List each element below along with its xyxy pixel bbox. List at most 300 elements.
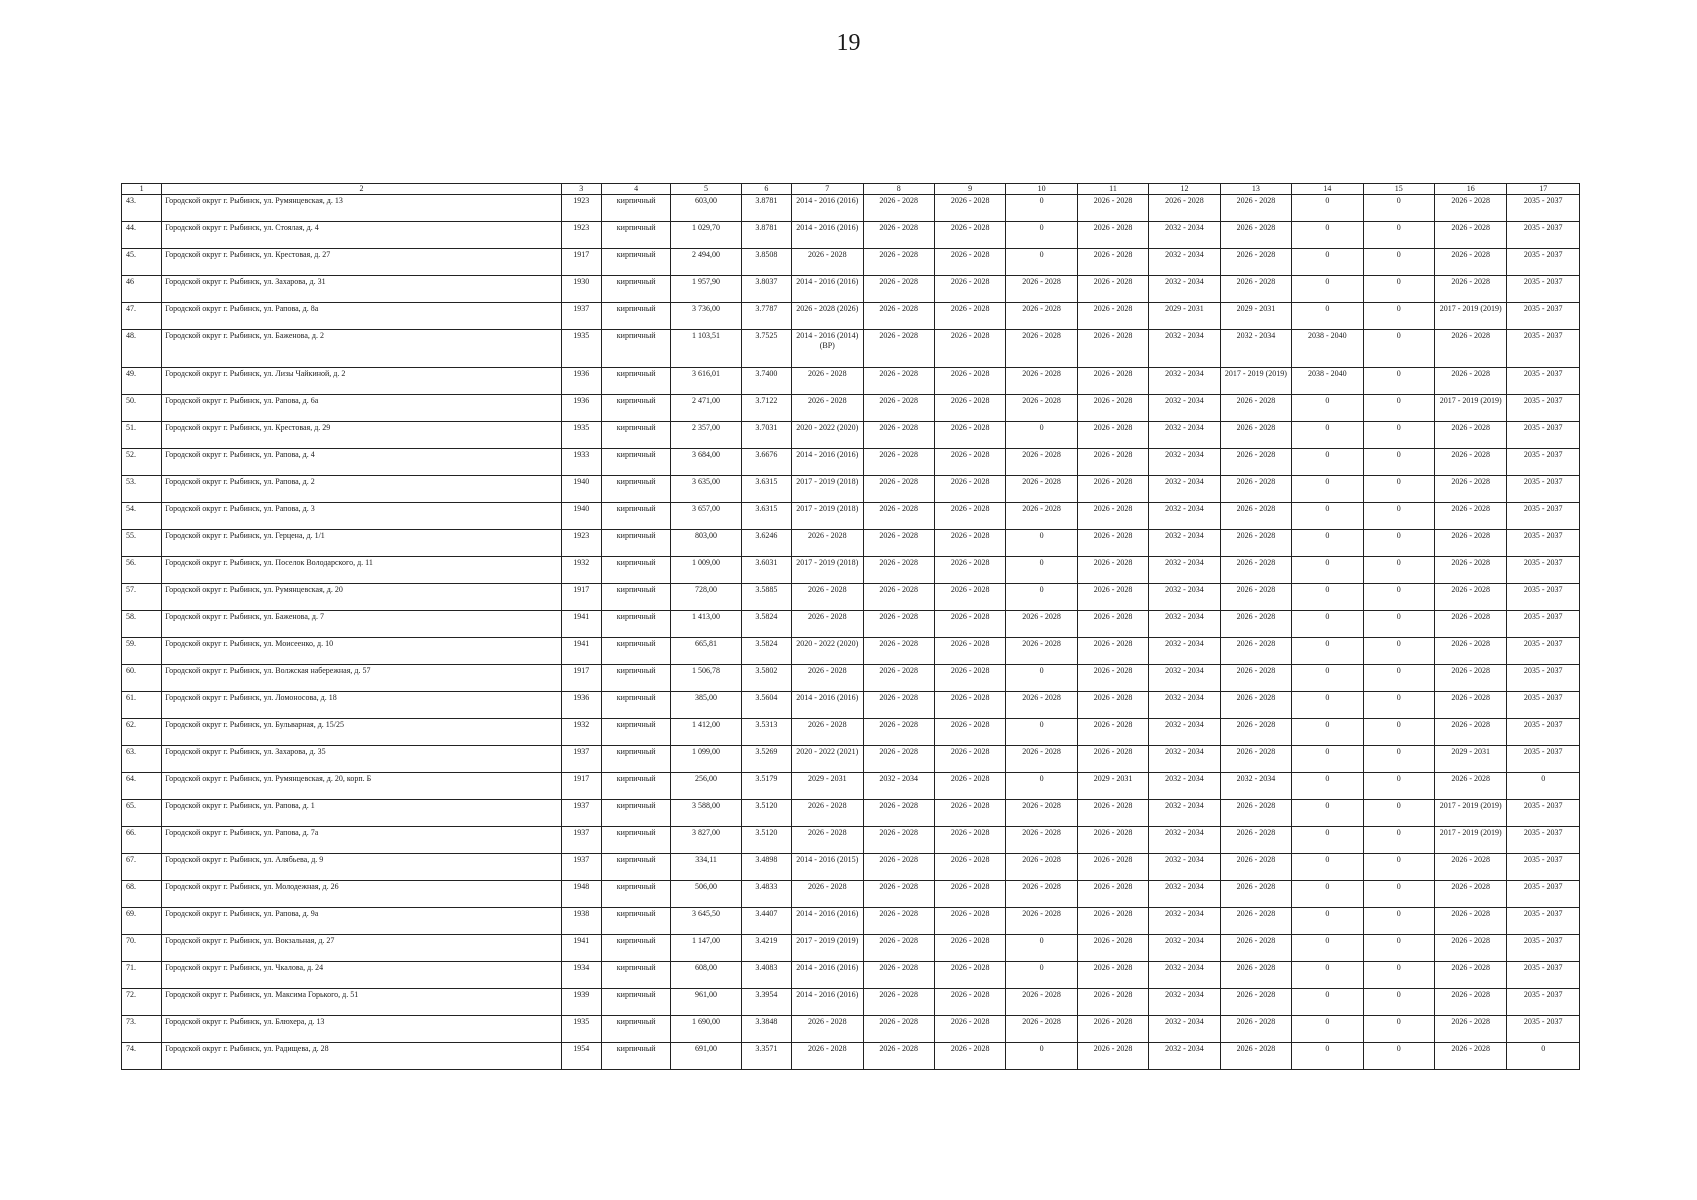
table-cell: 1936 bbox=[561, 395, 601, 422]
table-cell: 0 bbox=[1363, 530, 1434, 557]
table-row bbox=[122, 530, 1580, 557]
table-cell: 1 099,00 bbox=[671, 746, 741, 773]
table-cell: 0 bbox=[1292, 989, 1363, 1016]
table-cell: 1917 bbox=[561, 584, 601, 611]
address-cell: Городской округ г. Рыбинск, ул. Крестовая, д. 29 bbox=[162, 422, 561, 449]
table-cell: 0 bbox=[1363, 692, 1434, 719]
table-cell: кирпичный bbox=[601, 962, 670, 989]
address-cell: Городской округ г. Рыбинск, ул. Баженова, д. 2 bbox=[162, 330, 561, 368]
table-cell: кирпичный bbox=[601, 303, 670, 330]
table-row bbox=[122, 908, 1580, 935]
table-cell: 0 bbox=[1006, 422, 1077, 449]
table-cell: 2026 - 2028 bbox=[1435, 692, 1507, 719]
table-cell: 2035 - 2037 bbox=[1507, 368, 1580, 395]
table-cell: 3.3571 bbox=[741, 1043, 791, 1070]
table-cell: кирпичный bbox=[601, 827, 670, 854]
table-row bbox=[122, 746, 1580, 773]
table-row bbox=[122, 800, 1580, 827]
table-cell: 2026 - 2028 bbox=[1077, 881, 1148, 908]
table-cell: 3.3848 bbox=[741, 1016, 791, 1043]
table-cell: 2026 - 2028 bbox=[863, 222, 934, 249]
table-cell: 1941 bbox=[561, 935, 601, 962]
table-cell: 3.5604 bbox=[741, 692, 791, 719]
table-cell: 2035 - 2037 bbox=[1507, 530, 1580, 557]
table-cell: 2014 - 2016 (2016) bbox=[792, 276, 863, 303]
table-cell: 2026 - 2028 bbox=[792, 368, 863, 395]
table-cell: 3.7525 bbox=[741, 330, 791, 368]
table-cell: 1937 bbox=[561, 854, 601, 881]
table-cell: 3.6676 bbox=[741, 449, 791, 476]
table-cell: кирпичный bbox=[601, 584, 670, 611]
table-cell: 2032 - 2034 bbox=[1149, 395, 1220, 422]
table-cell: 0 bbox=[1363, 422, 1434, 449]
table-cell: 2026 - 2028 bbox=[1006, 989, 1077, 1016]
column-header-2: 2 bbox=[162, 184, 561, 195]
table-cell: 2026 - 2028 bbox=[934, 476, 1005, 503]
row-number-cell: 65. bbox=[122, 800, 162, 827]
table-row bbox=[122, 962, 1580, 989]
table-cell: 2032 - 2034 bbox=[1149, 1016, 1220, 1043]
table-cell: 0 bbox=[1363, 719, 1434, 746]
table-cell: 2026 - 2028 bbox=[1077, 827, 1148, 854]
table-cell: 0 bbox=[1292, 692, 1363, 719]
table-cell: 2026 - 2028 bbox=[1435, 503, 1507, 530]
table-cell: 1935 bbox=[561, 1016, 601, 1043]
address-cell: Городской округ г. Рыбинск, ул. Рапова, д. 8а bbox=[162, 303, 561, 330]
row-number-cell: 46 bbox=[122, 276, 162, 303]
table-cell: 2014 - 2016 (2016) bbox=[792, 692, 863, 719]
table-cell: 2026 - 2028 bbox=[1220, 503, 1291, 530]
table-cell: 2026 - 2028 bbox=[1435, 530, 1507, 557]
table-cell: 385,00 bbox=[671, 692, 741, 719]
table-cell: 2026 - 2028 bbox=[1220, 195, 1291, 222]
table-cell: 2035 - 2037 bbox=[1507, 665, 1580, 692]
table-cell: 2026 - 2028 bbox=[934, 638, 1005, 665]
table-cell: 2026 - 2028 bbox=[1006, 395, 1077, 422]
table-cell: 0 bbox=[1006, 935, 1077, 962]
address-cell: Городской округ г. Рыбинск, ул. Волжская набережная, д. 57 bbox=[162, 665, 561, 692]
table-cell: 2026 - 2028 bbox=[1077, 476, 1148, 503]
table-cell: 0 bbox=[1363, 773, 1434, 800]
table-cell: 2032 - 2034 bbox=[1149, 330, 1220, 368]
table-cell: кирпичный bbox=[601, 665, 670, 692]
table-cell: 2017 - 2019 (2019) bbox=[792, 935, 863, 962]
table-cell: 2032 - 2034 bbox=[1149, 719, 1220, 746]
table-cell: 2026 - 2028 bbox=[1220, 746, 1291, 773]
table-cell: 2026 - 2028 bbox=[792, 719, 863, 746]
address-cell: Городской округ г. Рыбинск, ул. Герцена, д. 1/1 bbox=[162, 530, 561, 557]
table-cell: 3.6246 bbox=[741, 530, 791, 557]
table-cell: 2026 - 2028 bbox=[863, 935, 934, 962]
table-cell: 2026 - 2028 bbox=[863, 827, 934, 854]
table-cell: 1 413,00 bbox=[671, 611, 741, 638]
table-cell: кирпичный bbox=[601, 935, 670, 962]
table-cell: 2026 - 2028 bbox=[1077, 800, 1148, 827]
column-header-1: 1 bbox=[122, 184, 162, 195]
table-cell: 665,81 bbox=[671, 638, 741, 665]
table-cell: 2026 - 2028 bbox=[863, 854, 934, 881]
column-header-7: 7 bbox=[792, 184, 863, 195]
table-cell: кирпичный bbox=[601, 638, 670, 665]
table-cell: 2035 - 2037 bbox=[1507, 908, 1580, 935]
table-cell: 1948 bbox=[561, 881, 601, 908]
table-cell: 2026 - 2028 bbox=[934, 827, 1005, 854]
table-cell: 2026 - 2028 bbox=[1077, 665, 1148, 692]
table-cell: 2032 - 2034 bbox=[1149, 476, 1220, 503]
table-cell: 1 412,00 bbox=[671, 719, 741, 746]
table-cell: кирпичный bbox=[601, 989, 670, 1016]
table-cell: 2026 - 2028 bbox=[934, 692, 1005, 719]
table-cell: 2035 - 2037 bbox=[1507, 476, 1580, 503]
table-cell: 2032 - 2034 bbox=[1220, 330, 1291, 368]
table-cell: 1 957,90 bbox=[671, 276, 741, 303]
table-cell: 2032 - 2034 bbox=[1149, 935, 1220, 962]
table-cell: 2014 - 2016 (2015) bbox=[792, 854, 863, 881]
table-cell: 0 bbox=[1292, 557, 1363, 584]
address-cell: Городской округ г. Рыбинск, ул. Чкалова, д. 24 bbox=[162, 962, 561, 989]
table-cell: 2035 - 2037 bbox=[1507, 962, 1580, 989]
table-cell: 2026 - 2028 bbox=[1220, 800, 1291, 827]
table-cell: 2026 - 2028 bbox=[863, 330, 934, 368]
table-cell: 1937 bbox=[561, 746, 601, 773]
table-cell: 0 bbox=[1292, 908, 1363, 935]
table-cell: 728,00 bbox=[671, 584, 741, 611]
table-cell: кирпичный bbox=[601, 746, 670, 773]
table-cell: 1 103,51 bbox=[671, 330, 741, 368]
table-cell: 2026 - 2028 bbox=[1435, 557, 1507, 584]
table-row bbox=[122, 719, 1580, 746]
table-row bbox=[122, 827, 1580, 854]
table-cell: 0 bbox=[1006, 584, 1077, 611]
table-cell: 2026 - 2028 bbox=[1220, 1016, 1291, 1043]
table-cell: 2026 - 2028 bbox=[1006, 276, 1077, 303]
address-cell: Городской округ г. Рыбинск, ул. Лизы Чайкиной, д. 2 bbox=[162, 368, 561, 395]
table-cell: 3.5824 bbox=[741, 611, 791, 638]
table-cell: 2026 - 2028 bbox=[1077, 368, 1148, 395]
column-header-17: 17 bbox=[1507, 184, 1580, 195]
table-cell: 2026 - 2028 bbox=[1006, 449, 1077, 476]
table-cell: 2026 - 2028 bbox=[934, 854, 1005, 881]
table-cell: 2026 - 2028 bbox=[1220, 962, 1291, 989]
column-header-9: 9 bbox=[934, 184, 1005, 195]
table-cell: 0 bbox=[1006, 530, 1077, 557]
table-cell: 2026 - 2028 bbox=[1077, 692, 1148, 719]
table-cell: 0 bbox=[1292, 935, 1363, 962]
table-cell: 2035 - 2037 bbox=[1507, 222, 1580, 249]
table-cell: 1937 bbox=[561, 303, 601, 330]
address-cell: Городской округ г. Рыбинск, ул. Рапова, д. 3 bbox=[162, 503, 561, 530]
table-cell: 2026 - 2028 bbox=[934, 303, 1005, 330]
table-cell: 2035 - 2037 bbox=[1507, 503, 1580, 530]
column-header-13: 13 bbox=[1220, 184, 1291, 195]
table-cell: 2032 - 2034 bbox=[1149, 1043, 1220, 1070]
table-cell: 1935 bbox=[561, 422, 601, 449]
table-cell: 3.5802 bbox=[741, 665, 791, 692]
table-cell: 2017 - 2019 (2019) bbox=[1220, 368, 1291, 395]
row-number-cell: 67. bbox=[122, 854, 162, 881]
address-cell: Городской округ г. Рыбинск, ул. Рапова, д. 4 bbox=[162, 449, 561, 476]
table-cell: 1917 bbox=[561, 249, 601, 276]
table-cell: 2026 - 2028 bbox=[1435, 935, 1507, 962]
table-cell: 2026 - 2028 bbox=[1435, 330, 1507, 368]
table-cell: 2032 - 2034 bbox=[1149, 222, 1220, 249]
table-cell: 2026 - 2028 bbox=[863, 449, 934, 476]
address-cell: Городской округ г. Рыбинск, ул. Вокзальная, д. 27 bbox=[162, 935, 561, 962]
row-number-cell: 59. bbox=[122, 638, 162, 665]
table-cell: 2020 - 2022 (2020) bbox=[792, 638, 863, 665]
table-cell: 2026 - 2028 bbox=[863, 395, 934, 422]
table-cell: кирпичный bbox=[601, 395, 670, 422]
row-number-cell: 74. bbox=[122, 1043, 162, 1070]
table-cell: 1930 bbox=[561, 276, 601, 303]
table-cell: 0 bbox=[1363, 1043, 1434, 1070]
table-cell: 0 bbox=[1363, 800, 1434, 827]
table-cell: 2035 - 2037 bbox=[1507, 195, 1580, 222]
table-cell: 0 bbox=[1507, 1043, 1580, 1070]
table-cell: 2026 - 2028 bbox=[1220, 692, 1291, 719]
table-cell: 3 616,01 bbox=[671, 368, 741, 395]
table-cell: 2035 - 2037 bbox=[1507, 827, 1580, 854]
table-cell: 0 bbox=[1363, 908, 1434, 935]
table-cell: 2035 - 2037 bbox=[1507, 303, 1580, 330]
table-cell: 1941 bbox=[561, 611, 601, 638]
table-cell: 2026 - 2028 bbox=[1149, 195, 1220, 222]
table-cell: 1917 bbox=[561, 665, 601, 692]
table-cell: 0 bbox=[1292, 422, 1363, 449]
table-cell: 0 bbox=[1292, 962, 1363, 989]
table-cell: 2026 - 2028 bbox=[934, 665, 1005, 692]
address-cell: Городской округ г. Рыбинск, ул. Рапова, д. 2 bbox=[162, 476, 561, 503]
table-cell: 2032 - 2034 bbox=[1149, 449, 1220, 476]
table-cell: 2026 - 2028 bbox=[863, 1016, 934, 1043]
row-number-cell: 50. bbox=[122, 395, 162, 422]
table-cell: 2017 - 2019 (2018) bbox=[792, 557, 863, 584]
table-cell: 0 bbox=[1006, 1043, 1077, 1070]
housing-table-container bbox=[121, 183, 1580, 1070]
address-cell: Городской округ г. Рыбинск, ул. Алябьева, д. 9 bbox=[162, 854, 561, 881]
table-cell: 2026 - 2028 bbox=[863, 530, 934, 557]
table-cell: 2026 - 2028 bbox=[1077, 1016, 1148, 1043]
table-cell: 2026 - 2028 bbox=[934, 195, 1005, 222]
table-cell: 2026 - 2028 bbox=[1006, 330, 1077, 368]
table-cell: 2026 - 2028 bbox=[1006, 611, 1077, 638]
table-cell: 2035 - 2037 bbox=[1507, 276, 1580, 303]
address-cell: Городской округ г. Рыбинск, ул. Блюхера, д. 13 bbox=[162, 1016, 561, 1043]
table-cell: 2032 - 2034 bbox=[1149, 276, 1220, 303]
table-cell: 0 bbox=[1292, 611, 1363, 638]
table-cell: 3 588,00 bbox=[671, 800, 741, 827]
table-cell: кирпичный bbox=[601, 773, 670, 800]
table-cell: 3.5120 bbox=[741, 827, 791, 854]
table-cell: кирпичный bbox=[601, 800, 670, 827]
table-cell: 0 bbox=[1292, 881, 1363, 908]
table-row bbox=[122, 249, 1580, 276]
table-cell: 2032 - 2034 bbox=[1149, 827, 1220, 854]
table-row bbox=[122, 422, 1580, 449]
table-cell: 2026 - 2028 bbox=[1077, 611, 1148, 638]
table-cell: 2032 - 2034 bbox=[1149, 584, 1220, 611]
table-cell: 2026 - 2028 bbox=[1435, 249, 1507, 276]
table-cell: 2026 - 2028 bbox=[1220, 449, 1291, 476]
table-cell: 1937 bbox=[561, 827, 601, 854]
table-cell: 2026 - 2028 bbox=[792, 800, 863, 827]
table-cell: 2026 - 2028 bbox=[1077, 719, 1148, 746]
table-cell: 2026 - 2028 bbox=[934, 584, 1005, 611]
table-cell: 2035 - 2037 bbox=[1507, 330, 1580, 368]
table-cell: 2035 - 2037 bbox=[1507, 638, 1580, 665]
table-cell: 2026 - 2028 bbox=[863, 476, 934, 503]
table-cell: 2032 - 2034 bbox=[1149, 368, 1220, 395]
column-header-15: 15 bbox=[1363, 184, 1434, 195]
table-cell: 3.4083 bbox=[741, 962, 791, 989]
table-cell: 2038 - 2040 bbox=[1292, 368, 1363, 395]
table-cell: 0 bbox=[1292, 773, 1363, 800]
table-cell: 2032 - 2034 bbox=[1149, 962, 1220, 989]
column-header-3: 3 bbox=[561, 184, 601, 195]
table-cell: 2032 - 2034 bbox=[1149, 665, 1220, 692]
table-cell: 0 bbox=[1292, 827, 1363, 854]
table-cell: 2035 - 2037 bbox=[1507, 422, 1580, 449]
housing-table bbox=[121, 183, 1580, 1070]
table-cell: 2026 - 2028 bbox=[1220, 908, 1291, 935]
table-cell: 2026 - 2028 bbox=[1220, 719, 1291, 746]
table-cell: 2035 - 2037 bbox=[1507, 746, 1580, 773]
table-cell: 0 bbox=[1292, 800, 1363, 827]
table-cell: 2026 - 2028 bbox=[1220, 557, 1291, 584]
table-cell: 2026 - 2028 bbox=[863, 1043, 934, 1070]
table-cell: кирпичный bbox=[601, 330, 670, 368]
table-row bbox=[122, 557, 1580, 584]
table-cell: 1939 bbox=[561, 989, 601, 1016]
table-cell: 2026 - 2028 bbox=[863, 195, 934, 222]
table-row bbox=[122, 773, 1580, 800]
table-cell: 2026 - 2028 bbox=[1006, 746, 1077, 773]
table-cell: 0 bbox=[1006, 557, 1077, 584]
table-cell: 0 bbox=[1363, 665, 1434, 692]
table-cell: 2032 - 2034 bbox=[1149, 989, 1220, 1016]
table-cell: 2026 - 2028 bbox=[1006, 638, 1077, 665]
address-cell: Городской округ г. Рыбинск, ул. Рапова, д. 9а bbox=[162, 908, 561, 935]
table-cell: 2026 - 2028 bbox=[1435, 449, 1507, 476]
table-cell: 2026 - 2028 bbox=[863, 368, 934, 395]
table-cell: 1923 bbox=[561, 195, 601, 222]
table-cell: 0 bbox=[1363, 303, 1434, 330]
table-cell: 2020 - 2022 (2020) bbox=[792, 422, 863, 449]
row-number-cell: 45. bbox=[122, 249, 162, 276]
column-header-14: 14 bbox=[1292, 184, 1363, 195]
table-cell: 2026 - 2028 bbox=[863, 611, 934, 638]
table-cell: 506,00 bbox=[671, 881, 741, 908]
address-cell: Городской округ г. Рыбинск, ул. Баженова, д. 7 bbox=[162, 611, 561, 638]
table-cell: 2017 - 2019 (2018) bbox=[792, 503, 863, 530]
table-cell: 2026 - 2028 bbox=[863, 638, 934, 665]
row-number-cell: 62. bbox=[122, 719, 162, 746]
table-cell: 2032 - 2034 bbox=[1149, 611, 1220, 638]
table-cell: 0 bbox=[1363, 935, 1434, 962]
table-cell: 2026 - 2028 bbox=[934, 222, 1005, 249]
table-cell: 1954 bbox=[561, 1043, 601, 1070]
table-row bbox=[122, 395, 1580, 422]
table-cell: 3.6315 bbox=[741, 503, 791, 530]
table-cell: 2014 - 2016 (2016) bbox=[792, 908, 863, 935]
table-cell: 1933 bbox=[561, 449, 601, 476]
table-cell: 2026 - 2028 bbox=[1220, 638, 1291, 665]
row-number-cell: 58. bbox=[122, 611, 162, 638]
table-cell: 3.8037 bbox=[741, 276, 791, 303]
table-cell: 2026 - 2028 bbox=[1220, 530, 1291, 557]
table-cell: 3.5179 bbox=[741, 773, 791, 800]
table-cell: 0 bbox=[1363, 557, 1434, 584]
row-number-cell: 64. bbox=[122, 773, 162, 800]
address-cell: Городской округ г. Рыбинск, ул. Крестовая, д. 27 bbox=[162, 249, 561, 276]
table-cell: 0 bbox=[1006, 222, 1077, 249]
table-row bbox=[122, 935, 1580, 962]
column-header-8: 8 bbox=[863, 184, 934, 195]
table-row bbox=[122, 584, 1580, 611]
table-cell: 2032 - 2034 bbox=[1149, 908, 1220, 935]
table-cell: 2026 - 2028 bbox=[1435, 476, 1507, 503]
table-cell: 2032 - 2034 bbox=[1149, 503, 1220, 530]
table-cell: 0 bbox=[1292, 1016, 1363, 1043]
table-row bbox=[122, 881, 1580, 908]
table-cell: 803,00 bbox=[671, 530, 741, 557]
table-cell: кирпичный bbox=[601, 1016, 670, 1043]
table-cell: 2026 - 2028 bbox=[1077, 584, 1148, 611]
table-cell: 1917 bbox=[561, 773, 601, 800]
table-cell: 2026 - 2028 bbox=[934, 276, 1005, 303]
table-cell: 1938 bbox=[561, 908, 601, 935]
table-cell: 2014 - 2016 (2016) bbox=[792, 989, 863, 1016]
table-cell: 2026 - 2028 bbox=[1435, 908, 1507, 935]
table-cell: 3.4219 bbox=[741, 935, 791, 962]
table-cell: 2026 - 2028 bbox=[934, 908, 1005, 935]
table-cell: 2026 - 2028 bbox=[934, 395, 1005, 422]
table-cell: 2026 - 2028 bbox=[1220, 1043, 1291, 1070]
table-cell: 2026 - 2028 bbox=[1077, 989, 1148, 1016]
table-cell: 1 690,00 bbox=[671, 1016, 741, 1043]
table-cell: 2032 - 2034 bbox=[863, 773, 934, 800]
table-row bbox=[122, 854, 1580, 881]
table-cell: 0 bbox=[1006, 719, 1077, 746]
table-cell: 0 bbox=[1363, 330, 1434, 368]
table-cell: 2026 - 2028 bbox=[863, 908, 934, 935]
table-cell: 2026 - 2028 bbox=[1435, 638, 1507, 665]
table-cell: 3 827,00 bbox=[671, 827, 741, 854]
table-cell: 2026 - 2028 bbox=[1220, 611, 1291, 638]
table-cell: 2 471,00 bbox=[671, 395, 741, 422]
table-cell: 256,00 bbox=[671, 773, 741, 800]
table-cell: 2026 - 2028 bbox=[1220, 222, 1291, 249]
table-cell: 0 bbox=[1292, 222, 1363, 249]
table-cell: 3.5269 bbox=[741, 746, 791, 773]
table-cell: 2026 - 2028 bbox=[792, 395, 863, 422]
table-cell: 2026 - 2028 bbox=[1077, 249, 1148, 276]
table-cell: 2035 - 2037 bbox=[1507, 1016, 1580, 1043]
table-cell: 2026 - 2028 bbox=[1077, 276, 1148, 303]
address-cell: Городской округ г. Рыбинск, ул. Захарова, д. 31 bbox=[162, 276, 561, 303]
table-cell: 0 bbox=[1292, 854, 1363, 881]
table-cell: кирпичный bbox=[601, 854, 670, 881]
table-cell: 2035 - 2037 bbox=[1507, 449, 1580, 476]
table-cell: 0 bbox=[1363, 827, 1434, 854]
table-cell: 2014 - 2016 (2016) bbox=[792, 962, 863, 989]
table-cell: 1 029,70 bbox=[671, 222, 741, 249]
table-row bbox=[122, 222, 1580, 249]
table-cell: кирпичный bbox=[601, 422, 670, 449]
table-cell: 2026 - 2028 bbox=[1220, 422, 1291, 449]
table-cell: 2032 - 2034 bbox=[1149, 800, 1220, 827]
table-cell: 2026 - 2028 bbox=[934, 368, 1005, 395]
